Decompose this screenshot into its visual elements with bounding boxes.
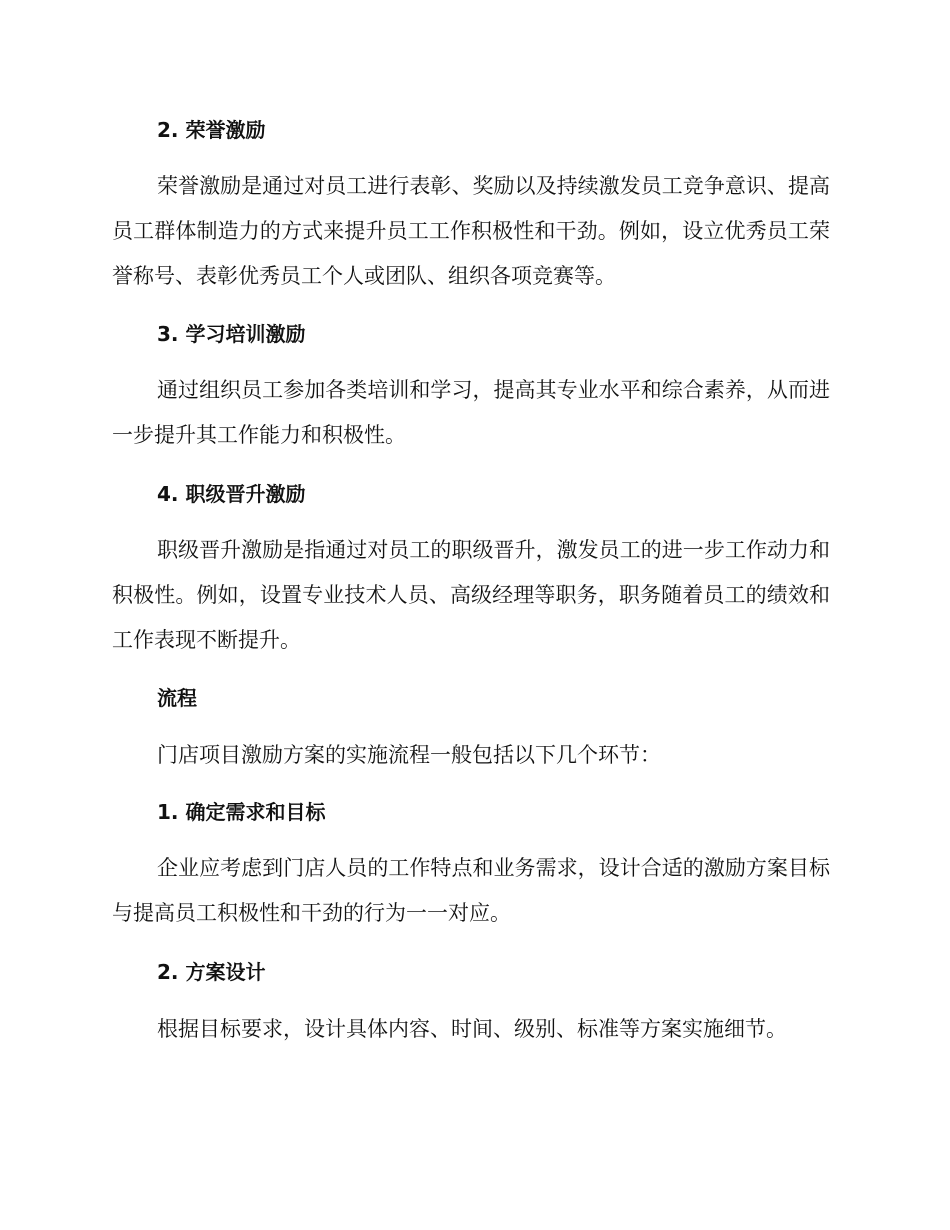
paragraph-process-intro: 门店项目激励方案的实施流程一般包括以下几个环节： [157, 743, 661, 767]
paragraph-plan-design: 根据目标要求，设计具体内容、时间、级别、标准等方案实施细节。 [157, 1017, 787, 1041]
section-heading-needs-goals: 1. 确定需求和目标 [157, 800, 326, 824]
paragraph-training-incentive: 通过组织员工参加各类培训和学习，提高其专业水平和综合素养，从而进一步提升其工作能力和积极性。 [112, 378, 830, 447]
paragraph-honor-incentive: 荣誉激励是通过对员工进行表彰、奖励以及持续激发员工竞争意识、提高员工群体制造力的方式来提升员工工作积极性和干劲。例如，设立优秀员工荣誉称号、表彰优秀员工个人或团队、组织各项竞赛等。 [112, 174, 830, 288]
section-heading-plan-design: 2. 方案设计 [157, 960, 266, 984]
section-heading-promotion-incentive: 4. 职级晋升激励 [157, 482, 306, 506]
paragraph-promotion-incentive: 职级晋升激励是指通过对员工的职级晋升，激发员工的进一步工作动力和积极性。例如，设置专业技术人员、高级经理等职务，职务随着员工的绩效和工作表现不断提升。 [112, 538, 830, 652]
section-heading-training-incentive: 3. 学习培训激励 [157, 322, 306, 346]
section-heading-honor-incentive: 2. 荣誉激励 [157, 118, 266, 142]
paragraph-needs-goals: 企业应考虑到门店人员的工作特点和业务需求，设计合适的激励方案目标与提高员工积极性和干劲的行为一一对应。 [112, 856, 830, 925]
section-heading-process: 流程 [157, 686, 197, 710]
